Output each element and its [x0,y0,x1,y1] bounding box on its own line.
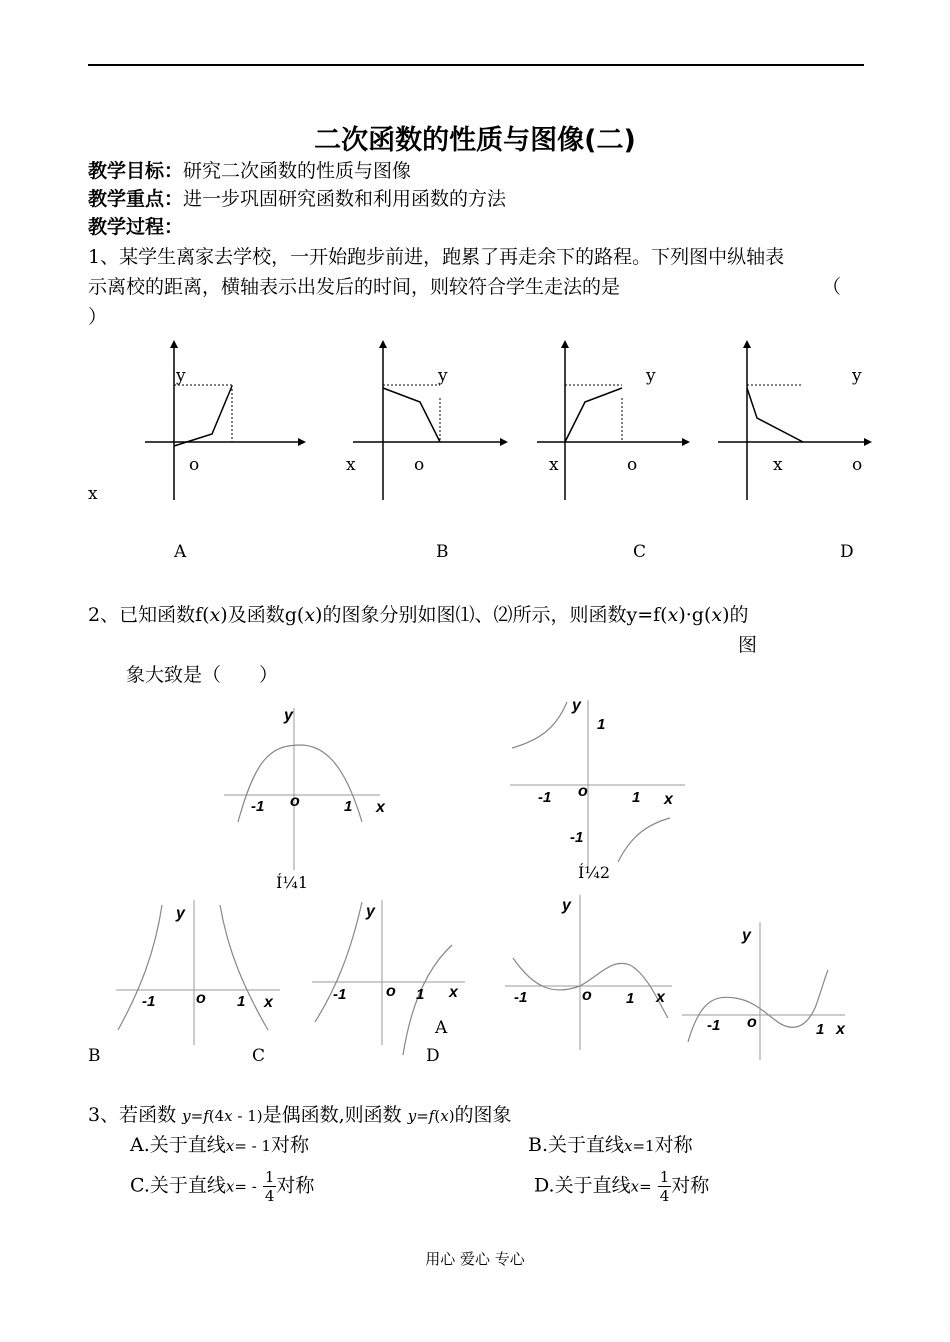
q2-d-x-label: x [656,989,665,1006]
q2-option-a: A [435,1018,448,1038]
q1-b-origin: o [414,455,425,475]
q1-option-d: D [840,542,854,562]
q1-c-curve [565,388,622,442]
arrow-right-icon [500,438,508,446]
q2-c-curve-left [315,902,362,1022]
q2-graph-b [116,900,280,1045]
q3-option-a[interactable]: A.关于直线x= - 1对称 [130,1134,309,1156]
q2-d-1: 1 [626,990,635,1007]
q1-graph-d [718,340,872,500]
arrow-right-icon [864,438,872,446]
q1-d-curve [747,388,803,442]
q2-fig1-x-label: x [376,799,385,816]
q2-fig1-y-label: y [284,707,293,724]
teaching-focus [88,184,506,211]
q1-graph-b [353,340,508,500]
arrow-up-icon [170,340,178,348]
q2-fig2-caption: Í¼2 [578,863,611,882]
page-title: 二次函数的性质与图像(二) [314,125,636,156]
q2-option-c: C [252,1046,266,1066]
q1-b-curve [383,388,440,442]
q1-graph-a [145,340,306,500]
q2-fig1-1: 1 [344,798,353,815]
q2-fig2-neg1-bottom: -1 [570,829,584,846]
goal-label: 教学目标： [88,160,184,182]
q2-fig2-curve-right [618,818,670,862]
q1-a-curve [174,386,232,446]
q2-b-o: o [196,990,206,1007]
q2-b-curve-right [220,905,268,1030]
q2-fig2 [510,697,685,882]
q2-fig2-curve-left [512,702,567,748]
focus-label: 教学重点： [88,188,184,210]
q2-option-d: D [426,1046,440,1066]
arrow-right-icon [682,438,690,446]
arrow-right-icon [298,438,306,446]
q3-option-c[interactable]: C.关于直线x= - $\frac{1}{4}$ 对称 [130,1168,315,1205]
q2-d-o: o [582,987,592,1004]
q3-option-d[interactable]: D.关于直线x= $\frac{1}{4}$ 对称 [534,1168,710,1205]
fraction-one-quarter: $\frac{1}{4}$ [659,1168,670,1205]
q2-fig1-neg1: -1 [251,798,265,815]
q2-graph-d [505,895,672,1050]
q2-c-y-label: y [366,903,375,920]
q1-graph-c [537,340,690,500]
q3-option-b[interactable]: B.关于直线x=1对称 [528,1134,693,1156]
q1-line1: 1、某学生离家去学校，一开始跑步前进，跑累了再走余下的路程。下列图中纵轴表 [88,246,785,268]
q1-c-origin: o [627,455,638,475]
q2-a-neg1: -1 [707,1017,721,1034]
q1-option-a: A [174,542,187,562]
q1-option-b: B [436,542,449,562]
q1-paren-close: ） [88,306,108,328]
q2-c-neg1: -1 [333,986,347,1003]
q2-wrap-char: 图 [738,634,758,656]
q2-b-neg1: -1 [142,993,156,1010]
q2-b-1: 1 [237,993,246,1010]
focus-text: 进一步巩固研究函数和利用函数的方法 [183,188,507,210]
q2-a-1: 1 [816,1021,825,1038]
q2-fig1-o: o [290,793,300,810]
q2-c-x-label: x [449,984,458,1001]
q2-b-x-label: x [264,994,273,1011]
q2-fig2-o: o [578,783,588,800]
q1-paren-open: （ [822,276,842,298]
q2-fig2-x-label: x [664,791,673,808]
teaching-process [88,212,183,239]
q2-c-1: 1 [416,986,425,1003]
q1-a-x-label: x [88,484,98,504]
arrow-up-icon [379,340,387,348]
q1-graphs [0,330,950,570]
q2-fig2-1: 1 [632,789,641,806]
q1-d-origin: o [852,455,863,475]
q1-d-x-label: x [773,455,783,475]
q1-b-y-label: y [438,366,448,386]
q1-b-x-label: x [346,455,356,475]
q1-c-x-label: x [549,455,559,475]
q2-line2: 象大致是（ ） [126,664,279,686]
q2-fig2-y-label: y [572,697,581,714]
q2-c-curve-right [403,945,452,1055]
arrow-up-icon [561,340,569,348]
q2-graphs [0,690,950,1070]
q2-fig2-1-top: 1 [597,716,606,733]
teaching-goal [88,156,411,183]
q2-graph-a [682,922,846,1060]
page-footer: 用心 爱心 专心 [425,1250,525,1268]
q1-c-y-label: y [646,366,656,386]
process-label: 教学过程： [88,216,184,238]
q1-a-y-label: y [176,366,186,386]
q1-line2: 示离校的距离，横轴表示出发后的时间，则较符合学生走法的是 [88,276,621,298]
q2-d-neg1: -1 [514,989,528,1006]
q2-b-y-label: y [176,905,185,922]
q3-stem: 3、若函数 y=f(4x - 1)是偶函数,则函数 y=f(x)的图象 [88,1104,512,1126]
q2-option-b: B [88,1046,101,1066]
q1-a-origin: o [189,455,200,475]
q2-line1: 2、已知函数f(x)及函数g(x)的图象分别如图⑴、⑵所示，则函数y=f(x)·g(x)的 [88,604,749,626]
q2-fig1 [224,707,386,892]
fraction-one-quarter: $\frac{1}{4}$ [264,1168,275,1205]
q2-fig1-caption: Í¼1 [276,873,309,892]
q1-option-c: C [633,542,647,562]
header-rule [88,64,864,66]
q2-c-o: o [386,983,396,1000]
q2-b-curve-left [118,905,162,1030]
q1-d-y-label: y [852,366,862,386]
goal-text: 研究二次函数的性质与图像 [183,160,412,182]
q2-fig2-neg1: -1 [538,789,552,806]
q2-d-y-label: y [562,897,571,914]
q2-a-x-label: x [836,1021,845,1038]
q2-a-y-label: y [742,927,751,944]
q2-a-o: o [747,1014,757,1031]
arrow-up-icon [743,340,751,348]
